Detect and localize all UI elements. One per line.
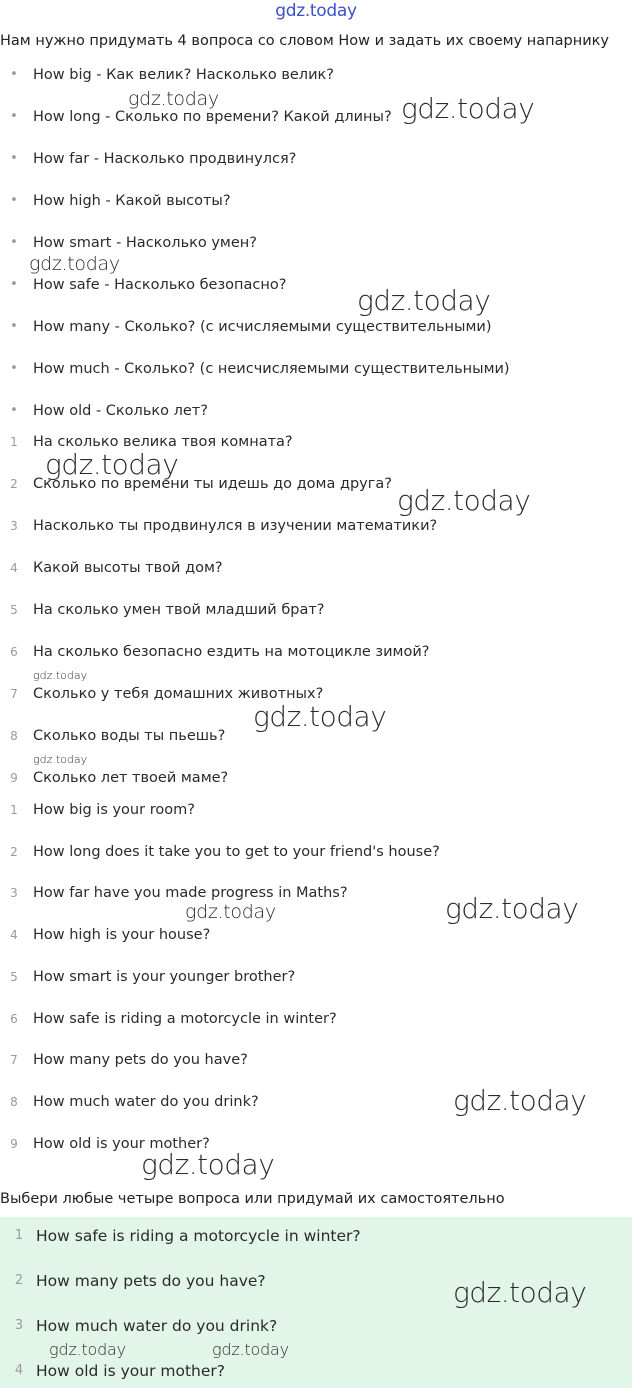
list-item-text: How safe - Насколько безопасно?: [33, 277, 287, 293]
list-number: 7: [10, 687, 18, 701]
watermark: gdz.today: [212, 1340, 289, 1359]
list-number: 2: [14, 1273, 24, 1288]
bullet-marker: •: [10, 151, 18, 166]
site-logo[interactable]: gdz.today: [275, 1, 357, 21]
watermark: gdz.today: [453, 1276, 587, 1309]
list-item-text: How long does it take you to get to your friend's house?: [33, 844, 440, 860]
bullet-marker: •: [10, 361, 18, 376]
list-item-text: Сколько по времени ты идешь до дома друга?: [33, 476, 392, 492]
watermark: gdz.today: [45, 448, 179, 481]
list-item-text: How much water do you drink?: [36, 1317, 278, 1335]
watermark: gdz.today: [49, 1340, 126, 1359]
list-item-text: How big - Как велик? Насколько велик?: [33, 67, 334, 83]
list-item-text: На сколько умен твой младший брат?: [33, 602, 325, 618]
list-item-text: Сколько воды ты пьешь?: [33, 728, 226, 744]
list-item-text: How high is your house?: [33, 927, 211, 943]
watermark: gdz.today: [453, 1084, 587, 1117]
watermark: gdz.today: [253, 700, 387, 733]
list-number: 4: [10, 561, 18, 575]
list-item-text: How old - Сколько лет?: [33, 403, 208, 419]
bullet-marker: •: [10, 403, 18, 418]
watermark: gdz.today: [33, 669, 88, 682]
watermark: gdz.today: [401, 92, 535, 125]
list-number: 1: [10, 803, 18, 817]
list-item-text: How big is your room?: [33, 802, 195, 818]
list-item-text: На сколько безопасно ездить на мотоцикле зимой?: [33, 644, 430, 660]
bullet-marker: •: [10, 277, 18, 292]
list-item-text: На сколько велика твоя комната?: [33, 434, 293, 450]
list-item-text: How safe is riding a motorcycle in winter?: [36, 1227, 361, 1245]
list-item-text: How safe is riding a motorcycle in winter?: [33, 1011, 337, 1027]
list-item-text: How high - Какой высоты?: [33, 193, 231, 209]
list-number: 3: [10, 519, 18, 533]
task-intro: Нам нужно придумать 4 вопроса со словом How и задать их своему напарнику: [0, 33, 609, 49]
list-item-text: How smart - Насколько умен?: [33, 235, 257, 251]
list-number: 4: [14, 1363, 24, 1378]
list-item-text: Сколько лет твоей маме?: [33, 770, 229, 786]
list-item-text: How smart is your younger brother?: [33, 969, 296, 985]
list-number: 3: [10, 886, 18, 900]
watermark: gdz.today: [128, 88, 219, 110]
list-item-text: How far have you made progress in Maths?: [33, 885, 348, 901]
list-item-text: How far - Насколько продвинулся?: [33, 151, 297, 167]
list-number: 9: [10, 1137, 18, 1151]
bullet-marker: •: [10, 193, 18, 208]
list-item-text: How much - Сколько? (с неисчисляемыми существительными): [33, 361, 510, 377]
list-item-text: How many pets do you have?: [36, 1272, 266, 1290]
list-item-text: How many - Сколько? (с исчисляемыми существительными): [33, 319, 492, 335]
list-item-text: Какой высоты твой дом?: [33, 560, 223, 576]
bullet-marker: •: [10, 319, 18, 334]
list-item-text: How much water do you drink?: [33, 1094, 259, 1110]
watermark: gdz.today: [29, 253, 120, 275]
list-item-text: How long - Сколько по времени? Какой длины?: [33, 109, 392, 125]
list-number: 5: [10, 603, 18, 617]
list-number: 8: [10, 729, 18, 743]
list-item-text: How old is your mother?: [36, 1362, 226, 1380]
list-number: 4: [10, 928, 18, 942]
watermark: gdz.today: [141, 1148, 275, 1181]
list-number: 2: [10, 845, 18, 859]
list-number: 1: [10, 435, 18, 449]
list-item-text: How many pets do you have?: [33, 1052, 248, 1068]
watermark: gdz.today: [357, 284, 491, 317]
bullet-marker: •: [10, 235, 18, 250]
list-number: 2: [10, 477, 18, 491]
list-number: 7: [10, 1053, 18, 1067]
list-item-text: Сколько у тебя домашних животных?: [33, 686, 324, 702]
list-item-text: Насколько ты продвинулся в изучении математики?: [33, 518, 438, 534]
section-title: Выбери любые четыре вопроса или придумай их самостоятельно: [0, 1191, 505, 1207]
list-number: 9: [10, 771, 18, 785]
watermark: gdz.today: [445, 892, 579, 925]
watermark: gdz.today: [33, 753, 88, 766]
list-number: 5: [10, 970, 18, 984]
watermark: gdz.today: [185, 901, 276, 923]
bullet-marker: •: [10, 67, 18, 82]
list-item-text: How old is your mother?: [33, 1136, 210, 1152]
list-number: 6: [10, 1012, 18, 1026]
list-number: 1: [14, 1228, 24, 1243]
list-number: 8: [10, 1095, 18, 1109]
list-number: 3: [14, 1318, 24, 1333]
watermark: gdz.today: [397, 484, 531, 517]
bullet-marker: •: [10, 109, 18, 124]
list-number: 6: [10, 645, 18, 659]
